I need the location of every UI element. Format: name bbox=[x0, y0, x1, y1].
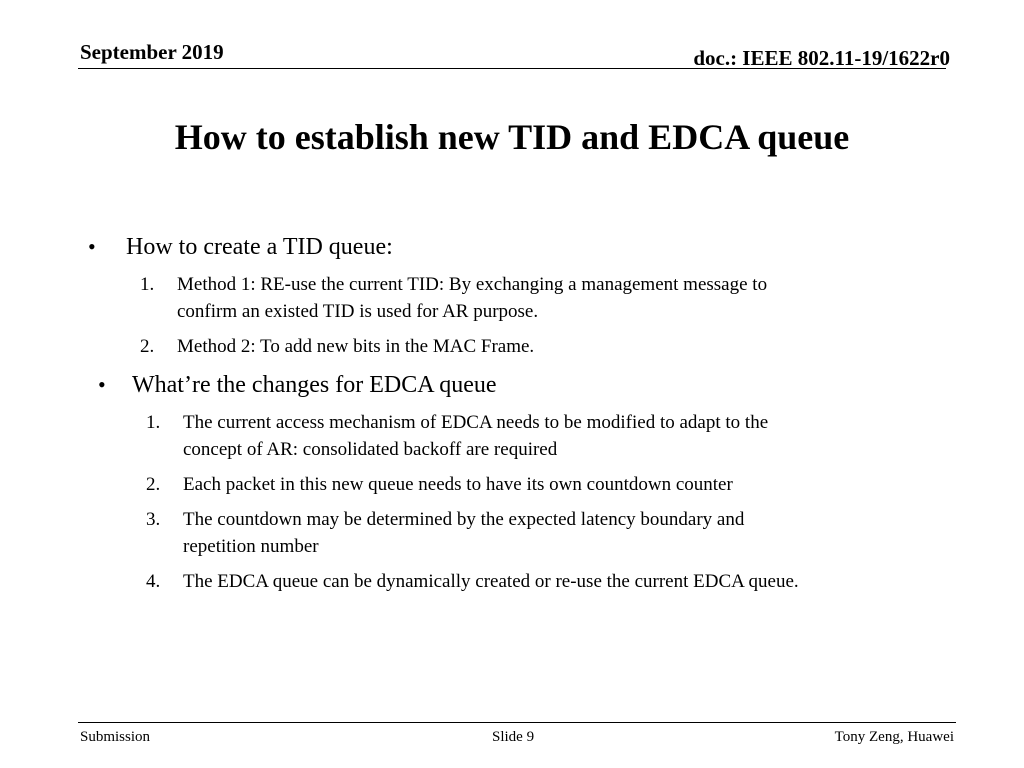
list-item-line: Each packet in this new queue needs to have its own countdown counter bbox=[183, 474, 733, 495]
footer-divider bbox=[78, 722, 956, 723]
bullet-marker: • bbox=[88, 234, 96, 259]
item-number: 3. bbox=[146, 509, 161, 530]
item-number: 2. bbox=[140, 336, 155, 357]
slide-title: How to establish new TID and EDCA queue bbox=[174, 117, 850, 157]
item-number: 1. bbox=[140, 274, 155, 295]
footer-submission: Submission bbox=[80, 729, 151, 745]
item-number: 2. bbox=[146, 474, 161, 495]
bullet-heading: How to create a TID queue: bbox=[126, 234, 393, 260]
list-item-line: confirm an existed TID is used for AR purpose. bbox=[177, 301, 539, 322]
list-item-line: Method 1: RE-use the current TID: By exchanging a management message to bbox=[177, 274, 768, 295]
list-item-line: concept of AR: consolidated backoff are required bbox=[183, 439, 558, 460]
bullet-heading: What’re the changes for EDCA queue bbox=[132, 372, 497, 398]
list-item-line: Method 2: To add new bits in the MAC Frame. bbox=[177, 336, 535, 357]
item-number: 1. bbox=[146, 412, 161, 433]
bullet-marker: • bbox=[98, 372, 106, 397]
list-item-line: The countdown may be determined by the expected latency boundary and bbox=[183, 509, 745, 530]
item-number: 4. bbox=[146, 571, 161, 592]
header-doc-id: doc.: IEEE 802.11-19/1622r0 bbox=[693, 46, 950, 70]
footer-author: Tony Zeng, Huawei bbox=[834, 729, 954, 745]
list-item-line: repetition number bbox=[183, 536, 319, 557]
header-divider bbox=[78, 68, 946, 69]
list-item-line: The EDCA queue can be dynamically created or re-use the current EDCA queue. bbox=[183, 571, 799, 592]
footer-slide-number: Slide 9 bbox=[492, 729, 535, 745]
list-item-line: The current access mechanism of EDCA needs to be modified to adapt to the bbox=[183, 412, 769, 433]
header-date: September 2019 bbox=[80, 40, 224, 64]
